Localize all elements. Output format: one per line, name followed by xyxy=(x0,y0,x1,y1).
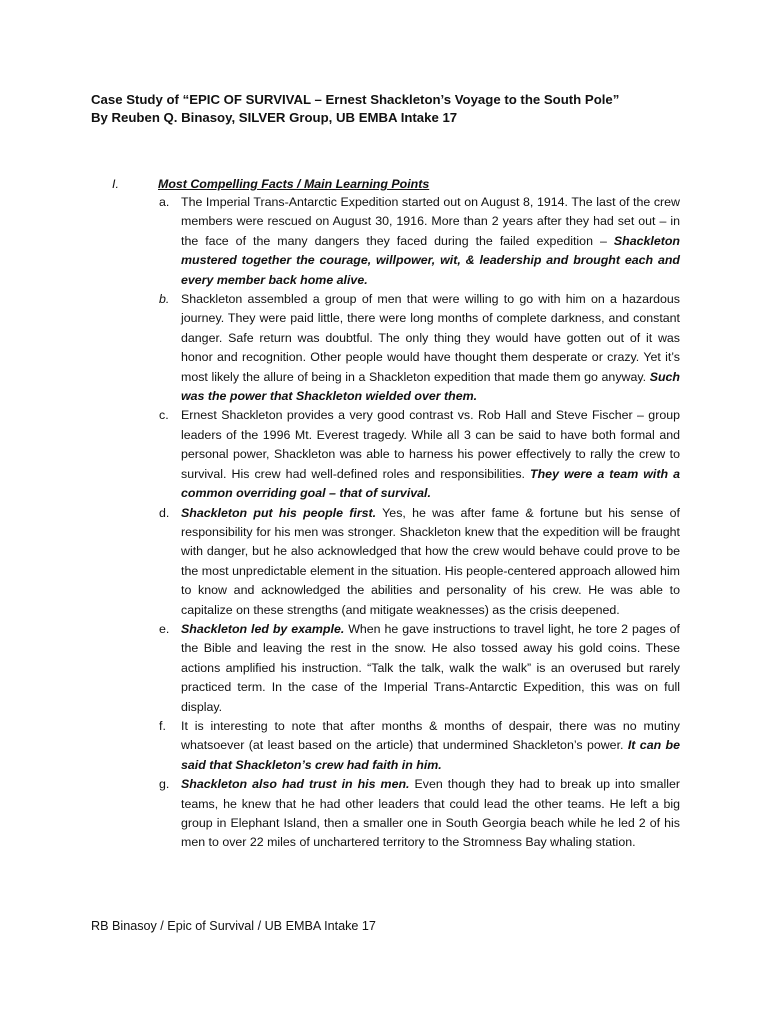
item-letter: b. xyxy=(159,292,170,307)
item-letter: c. xyxy=(159,408,169,423)
document-title xyxy=(91,91,691,127)
item-text-plain-2: Yes, he was after fame & fortune but his sense of responsibility for his men was stronger. Shackleton knew that the expedition will be fraught with danger, but he also acknowledged that how the crew would behave could prove to be the most unpredictable element in the situation. His people-centered approach allowed him to know and acknowledged the abilities and personality of his crew. He was able to capitalize on these strengths (and mitigate weaknesses) as the crisis deepened. xyxy=(181,505,680,617)
list-item xyxy=(112,193,680,290)
item-text-emphasis: It can be said that Shackleton’s crew had faith in him. xyxy=(181,738,680,772)
item-text-plain-2: When he gave instructions to travel light, he tore 2 pages of the Bible and leaving the rest in the snow. He also tossed away his gold coins. These actions amplified his instruction. “Talk the talk, walk the walk” is an overused but rarely practiced term. In the case of the Imperial Trans-Antarctic Expedition, this was on full display. xyxy=(181,621,680,714)
page-footer: RB Binasoy / Epic of Survival / UB EMBA Intake 17 xyxy=(91,919,376,933)
item-letter: a. xyxy=(159,195,170,209)
item-text xyxy=(181,717,680,775)
item-text xyxy=(181,504,680,620)
item-text xyxy=(181,193,680,290)
item-letter: e. xyxy=(159,621,170,636)
list-item xyxy=(112,406,680,503)
list-item xyxy=(112,504,680,620)
section-number: I. xyxy=(112,177,119,191)
item-text-plain: It is interesting to note that after months & months of despair, there was no mutiny whatsoever (at least based on the article) that undermined Shackleton’s power. xyxy=(181,718,680,753)
section-title: Most Compelling Facts / Main Learning Points xyxy=(158,177,430,191)
item-text xyxy=(181,775,680,853)
item-text-emphasis: Shackleton led by example. xyxy=(181,621,345,636)
item-text-emphasis: Such was the power that Shackleton wielded over them. xyxy=(181,369,680,404)
item-text-plain: The Imperial Trans-Antarctic Expedition started out on August 8, 1914. The last of the crew members were rescued on August 30, 1916. More than 2 years after they had set out – in the face of the many dangers they faced during the failed expedition – xyxy=(181,195,680,248)
item-text-plain: Ernest Shackleton provides a very good contrast vs. Rob Hall and Steve Fischer – group leaders of the 1996 Mt. Everest tragedy. While all 3 can be said to have both formal and personal power, Shackleton was able to harness his power effectively to rally the crew to survival. His crew had well-defined roles and responsibilities. xyxy=(181,408,680,481)
item-text xyxy=(181,406,680,503)
author-line: By Reuben Q. Binasoy, SILVER Group, UB EMBA Intake 17 xyxy=(91,110,458,125)
item-text-emphasis: They were a team with a common overriding goal – that of survival. xyxy=(181,466,681,501)
list-item xyxy=(112,775,680,853)
item-text xyxy=(181,620,680,717)
item-text-plain-2: Even though they had to break up into smaller teams, he knew that he had other leaders that could lead the other teams. He left a big group in Elephant Island, then a smaller one in South Georgia beach while he led 2 of his men to over 22 miles of unchartered territory to the Stromness Bay whaling station. xyxy=(181,777,680,850)
item-text xyxy=(181,290,680,406)
item-text-emphasis: Shackleton also had trust in his men. xyxy=(181,777,410,792)
item-letter: d. xyxy=(159,505,170,520)
list-item xyxy=(112,620,680,717)
section-heading xyxy=(112,175,680,193)
item-text-emphasis: Shackleton put his people first. xyxy=(181,505,377,520)
item-text-plain: Shackleton assembled a group of men that were willing to go with him on a hazardous journey. They were paid little, there were long months of complete darkness, and constant danger. Safe return was doubtful. The only thing they would have gotten out of it was honor and recognition. Other people would have thought them desperate or crazy. Yet it’s most likely the allure of being in a Shackleton expedition that made them go anyway. xyxy=(181,292,680,384)
item-letter: g. xyxy=(159,777,170,792)
list-item xyxy=(112,717,680,775)
learning-points-list xyxy=(112,193,680,853)
item-text-emphasis: Shackleton mustered together the courage, willpower, wit, & leadership and brought each and every member back home alive. xyxy=(181,233,680,287)
main-content xyxy=(112,175,680,853)
title-line: Case Study of “EPIC OF SURVIVAL – Ernest Shackleton’s Voyage to the South Pole” xyxy=(91,92,620,107)
item-letter: f. xyxy=(159,718,166,733)
list-item xyxy=(112,290,680,406)
